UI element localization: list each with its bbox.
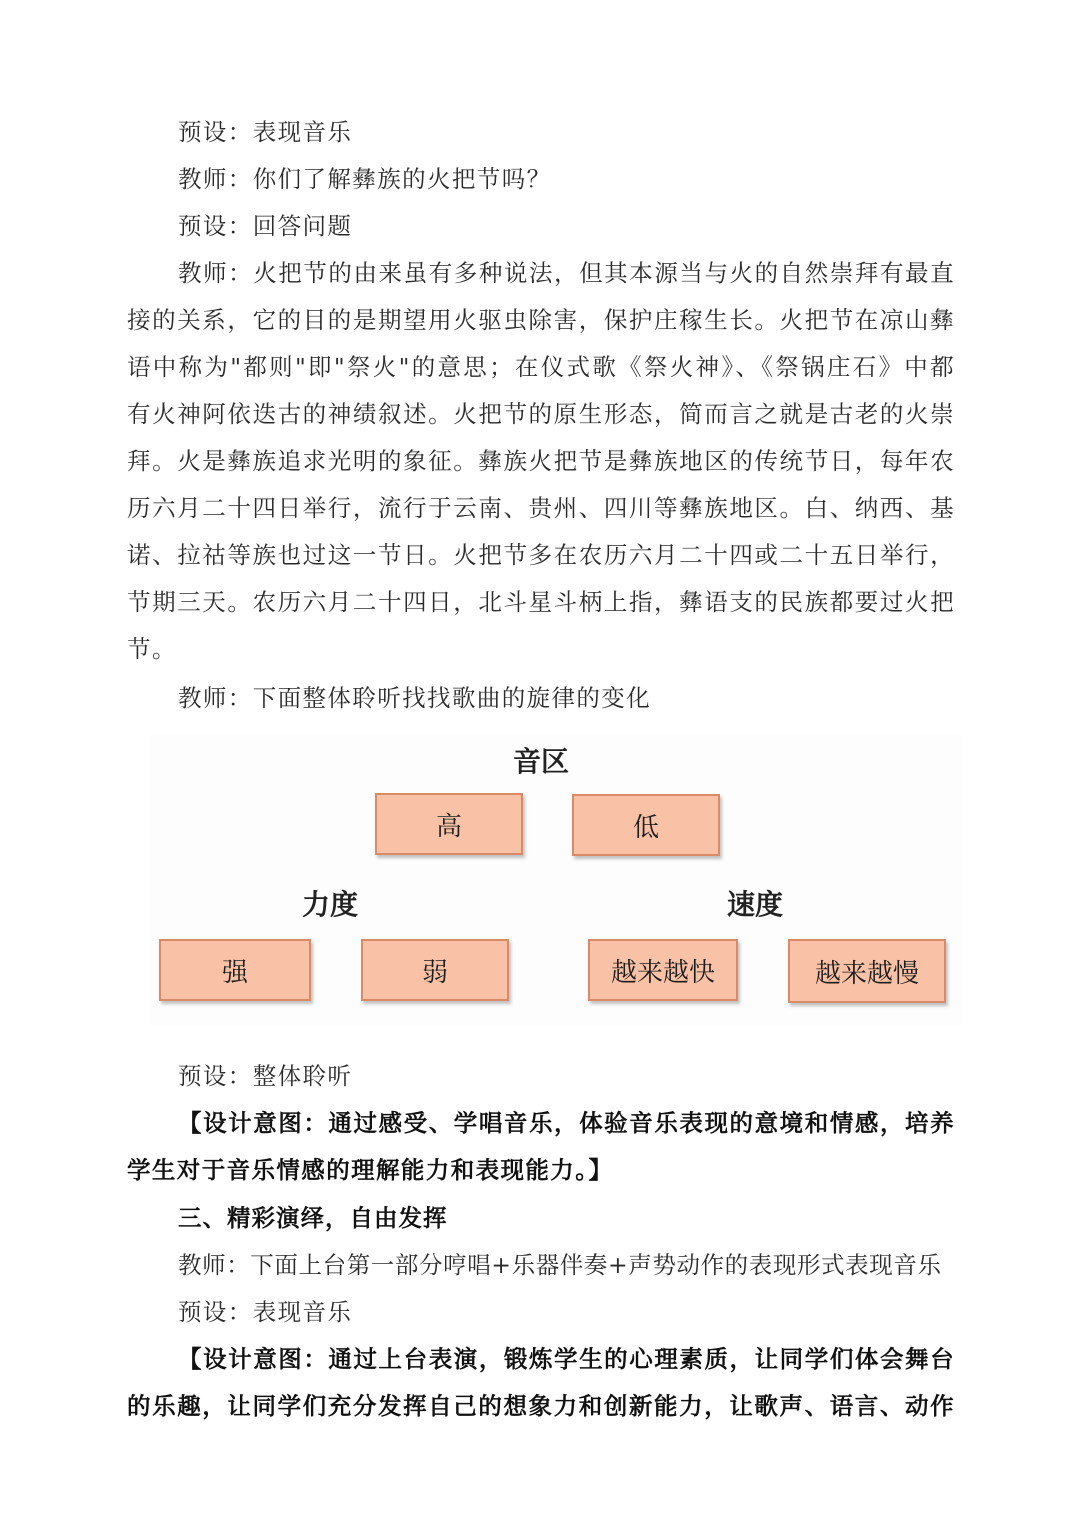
- tempo-decelerating-box: 越来越慢: [788, 939, 946, 1003]
- paragraph-line: 历六月二十四日举行，流行于云南、贵州、四川等彝族地区。白、纳西、基: [127, 494, 955, 522]
- teacher-question-torch-festival: 教师：你们了解彝族的火把节吗？: [178, 165, 552, 193]
- design-intent-line: 的乐趣，让同学们充分发挥自己的想象力和创新能力，让歌声、语言、动作: [127, 1392, 955, 1420]
- preset-perform-music-2: 预设：表现音乐: [178, 1298, 353, 1326]
- register-high-box: 高: [375, 793, 523, 855]
- register-title: 音区: [513, 745, 570, 778]
- teacher-perform-instruction: 教师：下面上台第一部分哼唱+乐器伴奏+声势动作的表现形式表现音乐: [178, 1251, 942, 1279]
- paragraph-line: 诺、拉祜等族也过这一节日。火把节多在农历六月二十四或二十五日举行，: [127, 541, 955, 569]
- paragraph-line: 节期三天。农历六月二十四日，北斗星斗柄上指，彝语支的民族都要过火把: [127, 588, 955, 616]
- paragraph-line: 接的关系，它的目的是期望用火驱虫除害，保护庄稼生长。火把节在凉山彝: [127, 306, 955, 334]
- paragraph-line: 拜。火是彝族追求光明的象征。彝族火把节是彝族地区的传统节日，每年农: [127, 447, 955, 475]
- preset-answer-question: 预设：回答问题: [178, 212, 353, 240]
- paragraph-line: 有火神阿依迭古的神绩叙述。火把节的原生形态，简而言之就是古老的火崇: [127, 400, 955, 428]
- paragraph-line: 节。: [127, 635, 177, 663]
- paragraph-line: 语中称为"都则"即"祭火"的意思；在仪式歌《祭火神》、《祭锅庄石》中都: [127, 353, 955, 381]
- teacher-listen-instruction: 教师：下面整体聆听找找歌曲的旋律的变化: [178, 684, 652, 712]
- tempo-accelerating-box: 越来越快: [588, 939, 738, 1001]
- design-intent-line: 【设计意图：通过上台表演，锻炼学生的心理素质，让同学们体会舞台: [178, 1345, 955, 1373]
- design-intent-line: 学生对于音乐情感的理解能力和表现能力。】: [127, 1156, 614, 1184]
- dynamics-title: 力度: [302, 888, 359, 921]
- section-heading: 三、精彩演绎，自由发挥: [178, 1204, 448, 1232]
- tempo-title: 速度: [727, 888, 784, 921]
- preset-perform-music: 预设：表现音乐: [178, 118, 353, 146]
- dynamics-strong-box: 强: [159, 939, 311, 1001]
- preset-whole-listening: 预设：整体聆听: [178, 1062, 353, 1090]
- paragraph-line: 教师：火把节的由来虽有多种说法，但其本源当与火的自然崇拜有最直: [178, 259, 955, 287]
- dynamics-weak-box: 弱: [361, 939, 509, 1001]
- melody-change-diagram: [150, 735, 962, 1025]
- register-low-box: 低: [572, 794, 720, 856]
- design-intent-line: 【设计意图：通过感受、学唱音乐，体验音乐表现的意境和情感，培养: [178, 1109, 955, 1137]
